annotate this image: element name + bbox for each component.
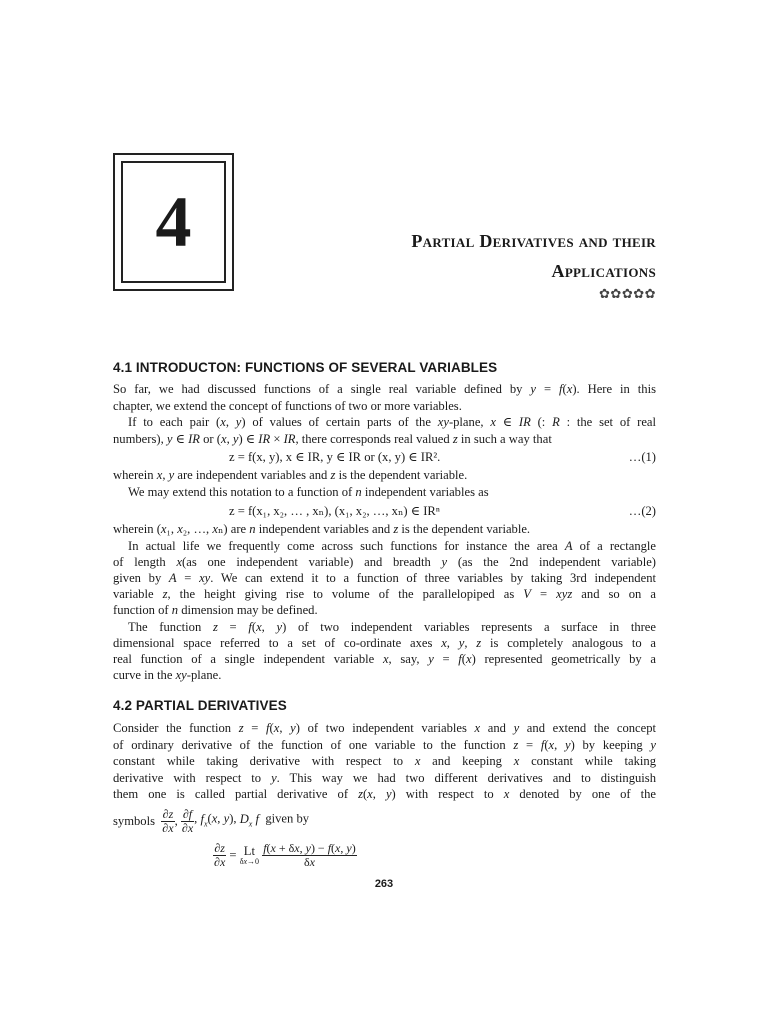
chapter-title xyxy=(316,226,656,286)
paragraph-line: In actual life we frequently come across such functions for instance the area A of a rectangle xyxy=(128,539,656,553)
paragraph-line: chapter, we extend the concept of functions of two or more variables. xyxy=(113,399,462,413)
paragraph-line: We may extend this notation to a function of n independent variables as xyxy=(128,485,489,499)
paragraph-line: function of n dimension may be defined. xyxy=(113,603,318,617)
paragraph-line: of length x(as one independent variable) and breadth y (as the 2nd independent variable) xyxy=(113,555,656,569)
equation-2-number: …(2) xyxy=(628,504,656,518)
partial-derivative-definition: $\frac{\partial z}{\partial x}$ = Lt δx→0 $\frac{f(x + \delta x, y) - f(x, y)}{\delta x}$ xyxy=(214,841,356,869)
chapter-number-box-inner xyxy=(121,161,226,283)
paragraph-line: variable z, the height giving rise to volume of the parallelopiped as V = xyz and so on a xyxy=(113,587,656,601)
paragraph-line: real function of a single independent variable x, say, y = f(x) represented geometrically by a xyxy=(113,652,656,666)
chapter-number: 4 xyxy=(155,182,192,262)
chapter-title-line2: Applications xyxy=(551,261,656,281)
paragraph-line: wherein x, y are independent variables and z is the dependent variable. xyxy=(113,468,468,482)
ornament-stars: ✿✿✿✿✿ xyxy=(599,286,656,301)
paragraph-line: If to each pair (x, y) of values of certain parts of the xy-plane, x ∈ IR (: R : the set of real xyxy=(128,415,657,429)
equation-1: z = f(x, y), x ∈ IR, y ∈ IR or (x, y) ∈ IR². xyxy=(229,450,441,464)
paragraph-line: curve in the xy-plane. xyxy=(113,668,222,682)
section-heading-4-1: 4.1 INTRODUCTON: FUNCTIONS OF SEVERAL VARIABLES xyxy=(113,360,498,375)
section-heading-4-2: 4.2 PARTIAL DERIVATIVES xyxy=(113,698,287,713)
chapter-title-line1: Partial Derivatives and their xyxy=(411,231,656,251)
equation-1-number: …(1) xyxy=(628,450,656,464)
paragraph-line: them one is called partial derivative of z(x, y) with respect to x denoted by one of the xyxy=(113,787,656,801)
paragraph-line: given by A = xy. We can extend it to a function of three variables by taking 3rd independent xyxy=(113,571,656,585)
paragraph-line: So far, we had discussed functions of a single real variable defined by y = f(x). Here in this xyxy=(113,382,656,396)
fraction-dz-dx: $\frac{\partial z}{\partial x}$ xyxy=(162,807,174,835)
paragraph-line: of ordinary derivative of the function of one variable to the function z = f(x, y) by keeping y xyxy=(113,738,656,752)
paragraph-line: numbers), y ∈ IR or (x, y) ∈ IR × IR, there corresponds real valued z in such a way that xyxy=(113,432,552,446)
page-number: 263 xyxy=(374,878,394,890)
paragraph-line: Consider the function z = f(x, y) of two independent variables x and y and extend the concept xyxy=(113,721,657,735)
equation-2: z = f(x₁, x₂, … , xₙ), (x₁, x₂, …, xₙ) ∈ IRⁿ xyxy=(229,504,440,518)
paragraph-line: The function z = f(x, y) of two independent variables represents a surface in three xyxy=(128,620,656,634)
symbols-line: symbols $\frac{\partial z}{\partial x}$ , $\frac{\partial f}{\partial x}$ , $f_x(x$, y), $D_x$ f given by xyxy=(113,807,310,835)
paragraph-line: derivative with respect to y. This way we had two different derivatives and to distinguish xyxy=(113,771,656,785)
fraction-df-dx: $\frac{\partial f}{\partial x}$ xyxy=(181,807,194,835)
paragraph-line: dimensional space referred to a set of co-ordinate axes x, y, z is completely analogous to a xyxy=(113,636,657,650)
paragraph-line: constant while taking derivative with respect to x and keeping x constant while taking xyxy=(113,754,656,768)
paragraph-line: wherein (x₁, x₂, …, xₙ) are n independent variables and z is the dependent variable. xyxy=(113,522,531,536)
chapter-number-box xyxy=(113,153,234,291)
